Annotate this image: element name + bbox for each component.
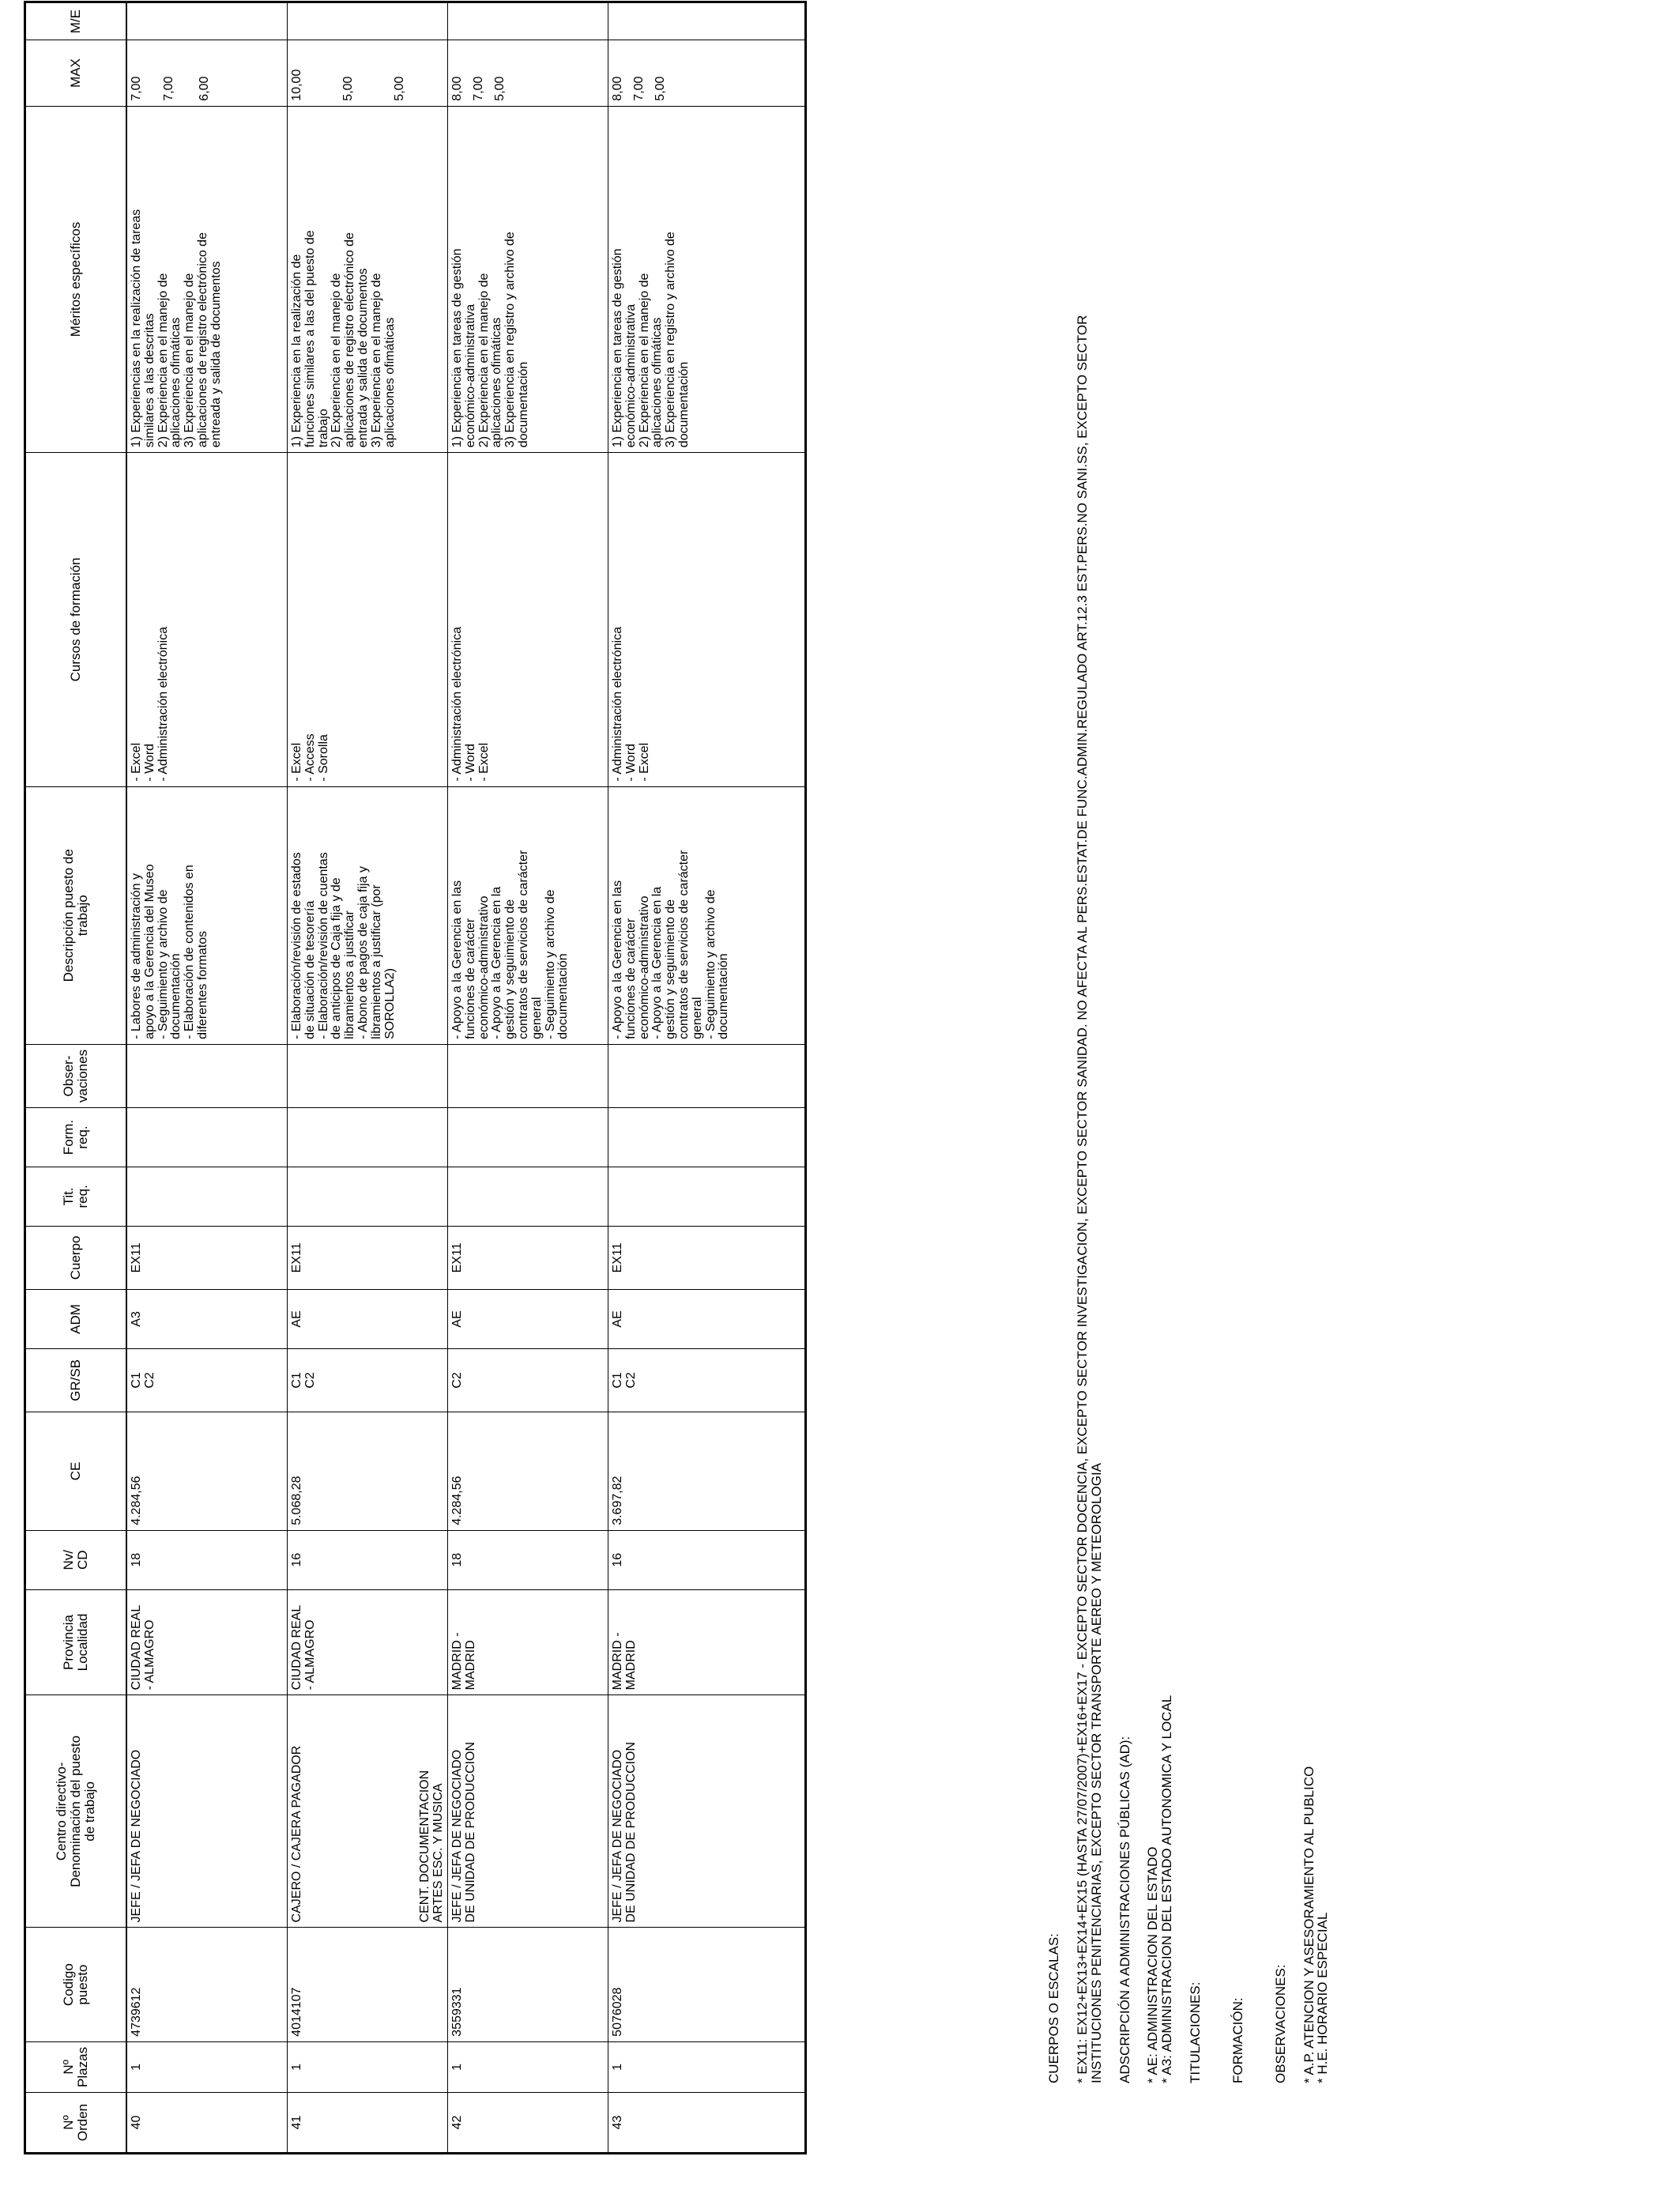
adscripcion-title: ADSCRIPCIÓN A ADMINISTRACIONES PÚBLICAS (AD): (1117, 1736, 1132, 2083)
ce-cell: 3.697,82 (608, 1412, 806, 1531)
obs-cell (126, 1044, 288, 1107)
max-cell (288, 40, 448, 106)
header-cursos: Cursos de formación (25, 453, 127, 786)
plazas-cell: 1 (448, 2041, 608, 2092)
cuerpo-cell: EX11 (448, 1226, 608, 1289)
max-value: 6,00 (197, 76, 211, 101)
header-codigo: Codigo puesto (25, 1928, 127, 2041)
descripcion-cell: - Apoyo a la Gerencia en las funciones de carácter económico-administrativo - Apoyo a la Gerencia en la gestión y seguimiento de contratos de servicios de carácter general - Seguimiento y archivo de documentación (448, 786, 608, 1044)
header-nivel: Nv/ CD (25, 1530, 127, 1589)
max-value: 7,00 (161, 76, 175, 101)
ce-cell: 4.284,56 (448, 1412, 608, 1531)
cursos-cell: - Excel - Word - Administración electrónica (126, 453, 288, 786)
meritos-cell: 1) Experiencia en tareas de gestión económico-administrativa 2) Experiencia en el manejo de aplicaciones ofimáticas 3) Experiencia en registro y archivo de documentación (608, 106, 806, 453)
adm-cell: AE (608, 1289, 806, 1348)
puesto-cell: JEFE / JEFA DE NEGOCIADO DE UNIDAD DE PRODUCCION (448, 1695, 608, 1928)
header-tit: Tit. req. (25, 1167, 127, 1226)
meritos-cell: 1) Experiencia en tareas de gestión económico-administrativa 2) Experiencia en el manejo de aplicaciones ofimáticas 3) Experiencia en registro y archivo de documentación (448, 106, 608, 453)
header-plazas: Nº Plazas (25, 2041, 127, 2092)
gr-cell: C1 C2 (288, 1348, 448, 1412)
header-gr: GR/SB (25, 1348, 127, 1412)
descripcion-cell: - Labores de administración y apoyo a la Gerencia del Museo - Seguimiento y archivo de documentación - Elaboración de contenidos en diferentes formatos (126, 786, 288, 1044)
table-row (288, 2, 448, 2154)
form-cell (448, 1108, 608, 1167)
table-header-row (25, 2, 127, 2154)
table-row (126, 2, 288, 2154)
header-provincia: Provincia Localidad (25, 1589, 127, 1695)
form-cell (126, 1108, 288, 1167)
me-cell (448, 2, 608, 40)
provincia-cell: MADRID - MADRID (448, 1589, 608, 1695)
max-value: 5,00 (392, 76, 406, 101)
provincia-cell: CIUDAD REAL - ALMAGRO (126, 1589, 288, 1695)
obs-cell (608, 1044, 806, 1107)
max-value: 7,00 (130, 76, 143, 101)
table-row (448, 2, 608, 2154)
header-me: M/E (25, 2, 127, 40)
tit-cell (126, 1167, 288, 1226)
header-descripcion: Descripción puesto de trabajo (25, 786, 127, 1044)
ce-cell: 4.284,56 (126, 1412, 288, 1531)
cuerpo-cell: EX11 (608, 1226, 806, 1289)
header-adm: ADM (25, 1289, 127, 1348)
max-value: 10,00 (290, 69, 303, 101)
provincia-cell: MADRID - MADRID (608, 1589, 806, 1695)
puesto-cell: JEFE / JEFA DE NEGOCIADO DE UNIDAD DE PRODUCCION (608, 1695, 806, 1928)
max-value: 8,00 (450, 76, 464, 101)
orden-cell: 43 (608, 2093, 806, 2154)
cursos-cell: - Administración electrónica - Word - Excel (608, 453, 806, 786)
max-value: 8,00 (611, 76, 624, 101)
tit-cell (608, 1167, 806, 1226)
cursos-cell: - Excel - Access - Sorolla (288, 453, 448, 786)
adm-cell: AE (288, 1289, 448, 1348)
cuerpo-cell: EX11 (288, 1226, 448, 1289)
me-cell (288, 2, 448, 40)
descripcion-cell: - Apoyo a la Gerencia en las funciones de carácter económico-administrativo - Apoyo a la Gerencia en la gestión y seguimiento de contratos de servicios de carácter general - Seguimiento y archivo de documentación (608, 786, 806, 1044)
header-obs: Obser- vaciones (25, 1044, 127, 1107)
obs-cell (288, 1044, 448, 1107)
job-positions-table (24, 1, 807, 2154)
cuerpo-cell: EX11 (126, 1226, 288, 1289)
plazas-cell: 1 (608, 2041, 806, 2092)
header-meritos: Méritos específicos (25, 106, 127, 453)
puesto-cell (288, 1695, 448, 1928)
header-orden: Nº Orden (25, 2093, 127, 2154)
me-cell (608, 2, 806, 40)
observaciones-text: * A.P. ATENCION Y ASESORAMIENTO AL PUBLICO * H.E. HORARIO ESPECIAL (1301, 1766, 1331, 2083)
gr-cell: C1 C2 (126, 1348, 288, 1412)
max-value: 5,00 (653, 76, 667, 101)
ce-cell: 5.068,28 (288, 1412, 448, 1531)
nivel-cell: 18 (448, 1530, 608, 1589)
header-ce: CE (25, 1412, 127, 1531)
gr-cell: C1 C2 (608, 1348, 806, 1412)
meritos-cell: 1) Experiencia en la realización de funciones similares a las del puesto de trabajo 2) Experiencia en el manejo de aplicaciones de registro electrónico de entrada y salida de documentos 3) Experiencia en el manejo de aplicaciones ofimáticas (288, 106, 448, 453)
footer-notes (1047, 28, 1344, 2083)
max-value: 5,00 (492, 76, 507, 101)
table-row (608, 2, 806, 2154)
tit-cell (288, 1167, 448, 1226)
max-cell (608, 40, 806, 106)
codigo-cell: 5076028 (608, 1928, 806, 2041)
max-cell (448, 40, 608, 106)
form-cell (608, 1108, 806, 1167)
orden-cell: 42 (448, 2093, 608, 2154)
cuerpos-text: * EX11: EX12+EX13+EX14+EX15 (HASTA 27/07/2007)+EX16+EX17 - EXCEPTO SECTOR DOCENCIA, EXCEPTO SECTOR INVESTIGACION, EXCEPTO SECTOR SANIDAD. NO AFECTA AL PERS.ESTAT.DE FUNC.ADMIN.REGULADO ART.12.3 EST.PERS.NO SANI.SS, EXCEPTO SECTOR INSTITUCIONES PENITENCIARIAS, EXCEPTO SECTOR TRANSPORTE AEREO Y METEOROLOGIA (1074, 315, 1104, 2083)
nivel-cell: 18 (126, 1530, 288, 1589)
puesto-cell: JEFE / JEFA DE NEGOCIADO (126, 1695, 288, 1928)
header-cuerpo: Cuerpo (25, 1226, 127, 1289)
plazas-cell: 1 (126, 2041, 288, 2092)
codigo-cell: 4014107 (288, 1928, 448, 2041)
tit-cell (448, 1167, 608, 1226)
me-cell (126, 2, 288, 40)
obs-cell (448, 1044, 608, 1107)
formacion-title: FORMACIÓN: (1230, 1997, 1245, 2083)
codigo-cell: 3559331 (448, 1928, 608, 2041)
max-value: 7,00 (471, 76, 485, 101)
max-value: 5,00 (341, 76, 355, 101)
nivel-cell: 16 (288, 1530, 448, 1589)
puesto-title: CAJERO / CAJERA PAGADOR (290, 1745, 303, 1923)
adm-cell: AE (448, 1289, 608, 1348)
titulaciones-title: TITULACIONES: (1188, 1981, 1203, 2083)
form-cell (288, 1108, 448, 1167)
cuerpos-title: CUERPOS O ESCALAS: (1046, 1933, 1061, 2083)
adm-cell: A3 (126, 1289, 288, 1348)
orden-cell: 41 (288, 2093, 448, 2154)
codigo-cell: 4739612 (126, 1928, 288, 2041)
header-centro: Centro directivo- Denominación del puesto de trabajo (25, 1695, 127, 1928)
plazas-cell: 1 (288, 2041, 448, 2092)
centro-directivo-label: CENT. DOCUMENTACION ARTES ESC. Y MUSICA (418, 1770, 446, 1923)
header-form: Form. req. (25, 1108, 127, 1167)
header-max: MAX (25, 40, 127, 106)
cursos-cell: - Administración electrónica - Word - Excel (448, 453, 608, 786)
orden-cell: 40 (126, 2093, 288, 2154)
provincia-cell: CIUDAD REAL - ALMAGRO (288, 1589, 448, 1695)
max-value: 7,00 (631, 76, 646, 101)
max-cell (126, 40, 288, 106)
adscripcion-text: * AE: ADMINISTRACION DEL ESTADO * A3: ADMINISTRACION DEL ESTADO AUTONOMICA Y LOCAL (1145, 1695, 1175, 2083)
descripcion-cell: - Elaboración/revisión de estados de situación de tesorería - Elaboración/revisión de cuentas de anticipos de Caja fija y de libramientos a justificar - Abono de pagos de caja fija y libramientos a justificar (por SOROLLA2) (288, 786, 448, 1044)
gr-cell: C2 (448, 1348, 608, 1412)
nivel-cell: 16 (608, 1530, 806, 1589)
meritos-cell: 1) Experiencias en la realización de tareas similares a las descritas 2) Experiencia en el manejo de aplicaciones ofimáticas 3) Experiencia en el manejo de aplicaciones de registro electrónico de entreada y salida de documentos (126, 106, 288, 453)
observaciones-title: OBSERVACIONES: (1272, 1964, 1288, 2083)
